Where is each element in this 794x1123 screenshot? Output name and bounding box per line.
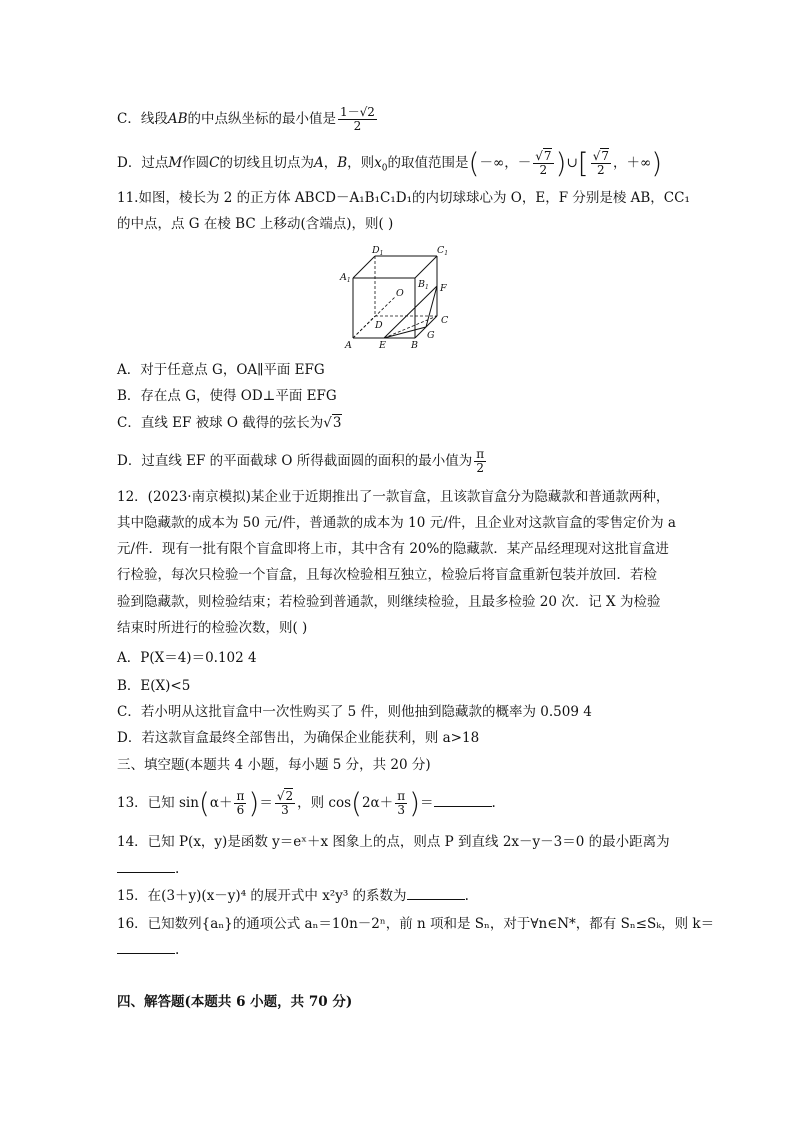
text: . <box>464 888 469 904</box>
var-x: x <box>374 155 382 171</box>
fraction <box>533 150 553 177</box>
text: 13．已知 sin <box>117 795 199 811</box>
fraction <box>338 106 377 133</box>
paren-right: ) <box>409 786 421 820</box>
text: ，则 cos <box>297 795 352 811</box>
q11-option-a: A．对于任意点 G，OA∥平面 EFG <box>117 362 325 378</box>
denominator: 3 <box>397 803 405 817</box>
fraction <box>474 448 486 475</box>
label-b: B <box>411 340 418 350</box>
segment-oa <box>353 297 395 338</box>
var-b: B <box>337 155 348 171</box>
segment-ab: AB <box>167 111 188 127</box>
text: ＝ <box>259 795 273 811</box>
fraction <box>275 790 295 817</box>
denominator: 3 <box>281 803 289 817</box>
var-a: A <box>314 155 324 171</box>
q10-option-d <box>117 146 663 180</box>
edge <box>415 256 437 278</box>
option-label: D． <box>117 155 142 171</box>
cube-figure <box>335 242 460 350</box>
var-c: C <box>209 155 220 171</box>
option-label: C． <box>117 111 141 127</box>
sqrt-sign: √ <box>323 415 332 431</box>
section-3-heading: 三、填空题(本题共 4 小题，每小题 5 分，共 20 分) <box>117 757 431 773</box>
denominator: 2 <box>539 163 548 177</box>
numerator: π <box>236 789 245 803</box>
numerator: √7 <box>535 149 552 163</box>
q10-option-c <box>117 106 379 133</box>
fraction <box>395 790 407 817</box>
text: D．过直线 EF 的平面截球 O 所得截面圆的面积的最小值为 <box>117 453 473 469</box>
q11-line-1: 11.如图，棱长为 2 的正方体 ABCD－A₁B₁C₁D₁的内切球球心为 O，E，F 分别是棱 AB，CC₁ <box>117 190 690 206</box>
subscript: 0 <box>381 163 388 174</box>
q16-line-1: 16．已知数列{aₙ}的通项公式 aₙ＝10n－2ⁿ，前 n 项和是 Sₙ，对于∀n∈N*，都有 Sₙ≤Sₖ，则 k＝ <box>117 916 715 932</box>
var-m: M <box>168 155 183 171</box>
answer-blank[interactable] <box>407 887 465 900</box>
fraction <box>234 790 246 817</box>
q12-option-c: C．若小明从这批盲盒中一次性购买了 5 件，则他抽到隐藏款的概率为 0.509 4 <box>117 704 592 720</box>
union-symbol: ∪ <box>566 155 578 171</box>
bracket-left: [ <box>577 146 589 180</box>
paren-left: ( <box>468 146 480 180</box>
label-f: F <box>440 283 447 294</box>
q12-line-2: 其中隐藏款的成本为 50 元/件，普通款的成本为 10 元/件，且企业对这款盲盒的零售定价为 a <box>117 515 676 531</box>
paren-right: ) <box>555 146 567 180</box>
q12-line-3: 元/件．现有一批有限个盲盒即将上市，其中含有 20%的隐藏款．某产品经理现对这批盲盒进 <box>117 541 669 557</box>
paren-right: ) <box>651 146 663 180</box>
radicand: 7 <box>601 149 609 163</box>
q12-line-5: 验到隐藏款，则检验结束；若检验到普通款，则继续检验，且最多检验 20 次．记 X 为检验 <box>117 594 661 610</box>
text: 作圆 <box>182 155 210 171</box>
radicand: 2 <box>285 789 294 803</box>
text: 的取值范围是 <box>387 155 469 171</box>
q13 <box>117 786 496 820</box>
q12-option-a: A．P(X＝4)＝0.102 4 <box>117 650 257 666</box>
label-c: C <box>441 315 449 326</box>
denominator: 6 <box>236 803 245 817</box>
denominator: 2 <box>353 119 362 133</box>
radicand: 3 <box>332 415 342 431</box>
text: 15．在(3＋y)(x－y)⁴ 的展开式中 x²y³ 的系数为 <box>117 888 407 904</box>
text: ＝ <box>420 795 434 811</box>
text: . <box>175 942 180 958</box>
q16-line-2 <box>117 940 179 960</box>
paren-right: ) <box>248 786 260 820</box>
q14-line-1: 14．已知 P(x，y)是函数 y＝eˣ＋x 图象上的点，则点 P 到直线 2x－y－3＝0 的最小距离为 <box>117 834 670 850</box>
label-o: O <box>396 288 404 299</box>
text: α＋ <box>209 795 233 811</box>
text: ，则 <box>347 155 375 171</box>
q12-line-6: 结束时所进行的检验次数，则( ) <box>117 620 308 636</box>
text: ， <box>323 155 338 171</box>
text: C．直线 EF 被球 O 截得的弦长为 <box>117 415 324 431</box>
label-a: A <box>345 340 352 350</box>
numerator: π <box>476 447 485 461</box>
label-c1: $C_1$ <box>437 245 449 257</box>
denominator: 2 <box>597 163 605 177</box>
numerator: π <box>397 789 406 803</box>
answer-blank[interactable] <box>434 794 492 807</box>
label-d1: $D_1$ <box>372 245 384 257</box>
answer-blank[interactable] <box>117 860 175 873</box>
q12-option-b: B．E(X)<5 <box>117 678 191 694</box>
label-g: G <box>427 330 435 341</box>
label-e: E <box>379 340 386 350</box>
paren-left: ( <box>351 786 362 820</box>
edge <box>353 256 375 278</box>
q11-line-2: 的中点，点 G 在棱 BC 上移动(含端点)，则( ) <box>117 216 394 232</box>
label-d: D <box>375 320 383 331</box>
text: 线段 <box>140 111 168 127</box>
label-b1: $B_1$ <box>418 279 429 291</box>
text: 的切线且切点为 <box>219 155 314 171</box>
paren-left: ( <box>198 786 210 820</box>
label-a1: $A_1$ <box>340 272 351 284</box>
radicand: 7 <box>543 149 552 163</box>
numerator: √7 <box>592 149 609 163</box>
answer-blank[interactable] <box>117 941 175 954</box>
q11-option-c <box>117 413 342 433</box>
q12-line-1: 12．(2023·南京模拟)某企业于近期推出了一款盲盒，且该款盲盒分为隐藏款和普通款两种， <box>117 489 670 505</box>
q14-line-2 <box>117 859 179 879</box>
section-4-heading: 四、解答题(本题共 6 小题，共 70 分) <box>117 994 353 1010</box>
interval-left: －∞，－ <box>479 155 532 171</box>
q11-option-d <box>117 448 488 475</box>
q12-line-4: 行检验，每次只检验一个盲盒，且每次检验相互独立，检验后将盲盒重新包装并放回．若检 <box>117 567 657 583</box>
text: . <box>175 861 180 877</box>
text: 过点 <box>141 155 169 171</box>
q15 <box>117 886 469 906</box>
numerator: 1－√2 <box>340 105 375 119</box>
q11-option-b: B．存在点 G，使得 OD⊥平面 EFG <box>117 388 337 404</box>
denominator: 2 <box>476 461 485 475</box>
q12-option-d: D．若这款盲盒最终全部售出，为确保企业能获利，则 a>18 <box>117 730 480 746</box>
text: 2α＋ <box>361 795 394 811</box>
numerator: √2 <box>276 789 294 803</box>
text: 的中点纵坐标的最小值是 <box>187 111 337 127</box>
text: . <box>491 795 496 811</box>
interval-right: ，＋∞ <box>613 155 652 171</box>
fraction <box>591 150 611 177</box>
